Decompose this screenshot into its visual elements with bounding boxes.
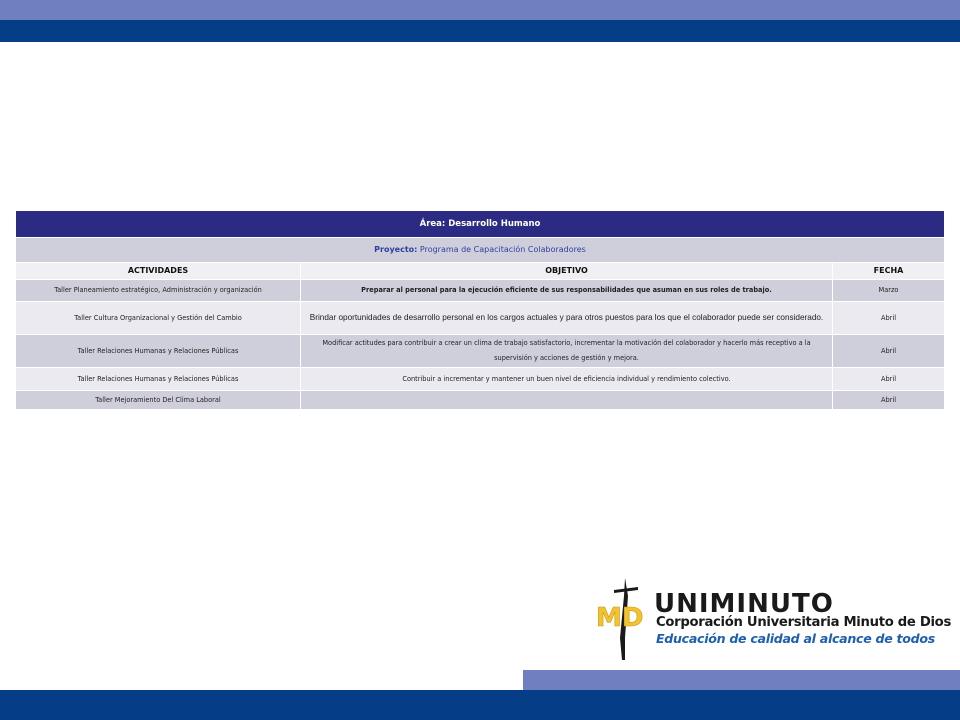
bottom-band-light xyxy=(523,670,960,690)
top-band-dark xyxy=(0,20,960,42)
training-plan-table xyxy=(15,210,945,410)
project-label: Proyecto: xyxy=(374,245,418,254)
objective-cell xyxy=(301,391,833,410)
table-row xyxy=(16,302,945,335)
date-cell: Abril xyxy=(833,368,945,391)
objective-cell: Modificar actitudes para contribuir a crear un clima de trabajo satisfactorio, incrementar la motivación del colaborador y hacerlo más receptivo a la supervisión y acciones de gestión y mejora. xyxy=(301,335,833,368)
objective-cell: Preparar al personal para la ejecución eficiente de sus responsabilidades que asuman en sus roles de trabajo. xyxy=(301,280,833,302)
date-cell: Marzo xyxy=(833,280,945,302)
activity-cell: Taller Planeamiento estratégico, Administración y organización xyxy=(16,280,301,302)
uniminuto-logo xyxy=(594,578,951,660)
area-row xyxy=(16,211,945,238)
area-title: Área: Desarrollo Humano xyxy=(16,211,945,238)
md-cross-logo-icon xyxy=(594,578,656,660)
header-objective: OBJETIVO xyxy=(301,263,833,280)
activity-cell: Taller Mejoramiento Del Clima Laboral xyxy=(16,391,301,410)
activity-cell: Taller Relaciones Humanas y Relaciones Públicas xyxy=(16,335,301,368)
brand-tagline: Educación de calidad al alcance de todos xyxy=(656,631,935,646)
activity-cell: Taller Cultura Organizacional y Gestión del Cambio xyxy=(16,302,301,335)
md-monogram: MD xyxy=(596,603,644,633)
table-row xyxy=(16,280,945,302)
brand-subtitle: Corporación Universitaria Minuto de Dios xyxy=(656,615,951,630)
table-row xyxy=(16,391,945,410)
objective-cell: Brindar oportunidades de desarrollo personal en los cargos actuales y para otros puestos para los que el colaborador puede ser considerado. xyxy=(301,302,833,335)
top-band-light xyxy=(0,0,960,20)
project-name: Programa de Capacitación Colaboradores xyxy=(419,245,586,254)
date-cell: Abril xyxy=(833,302,945,335)
date-cell: Abril xyxy=(833,335,945,368)
project-cell xyxy=(16,238,945,263)
table-row xyxy=(16,335,945,368)
bottom-band-dark xyxy=(0,690,960,720)
table-row xyxy=(16,368,945,391)
project-row xyxy=(16,238,945,263)
date-cell: Abril xyxy=(833,391,945,410)
brand-title: UNIMINUTO xyxy=(654,589,834,619)
header-activities: ACTIVIDADES xyxy=(16,263,301,280)
activity-cell: Taller Relaciones Humanas y Relaciones Públicas xyxy=(16,368,301,391)
header-row xyxy=(16,263,945,280)
objective-cell: Contribuir a incrementar y mantener un buen nivel de eficiencia individual y rendimiento colectivo. xyxy=(301,368,833,391)
header-date: FECHA xyxy=(833,263,945,280)
